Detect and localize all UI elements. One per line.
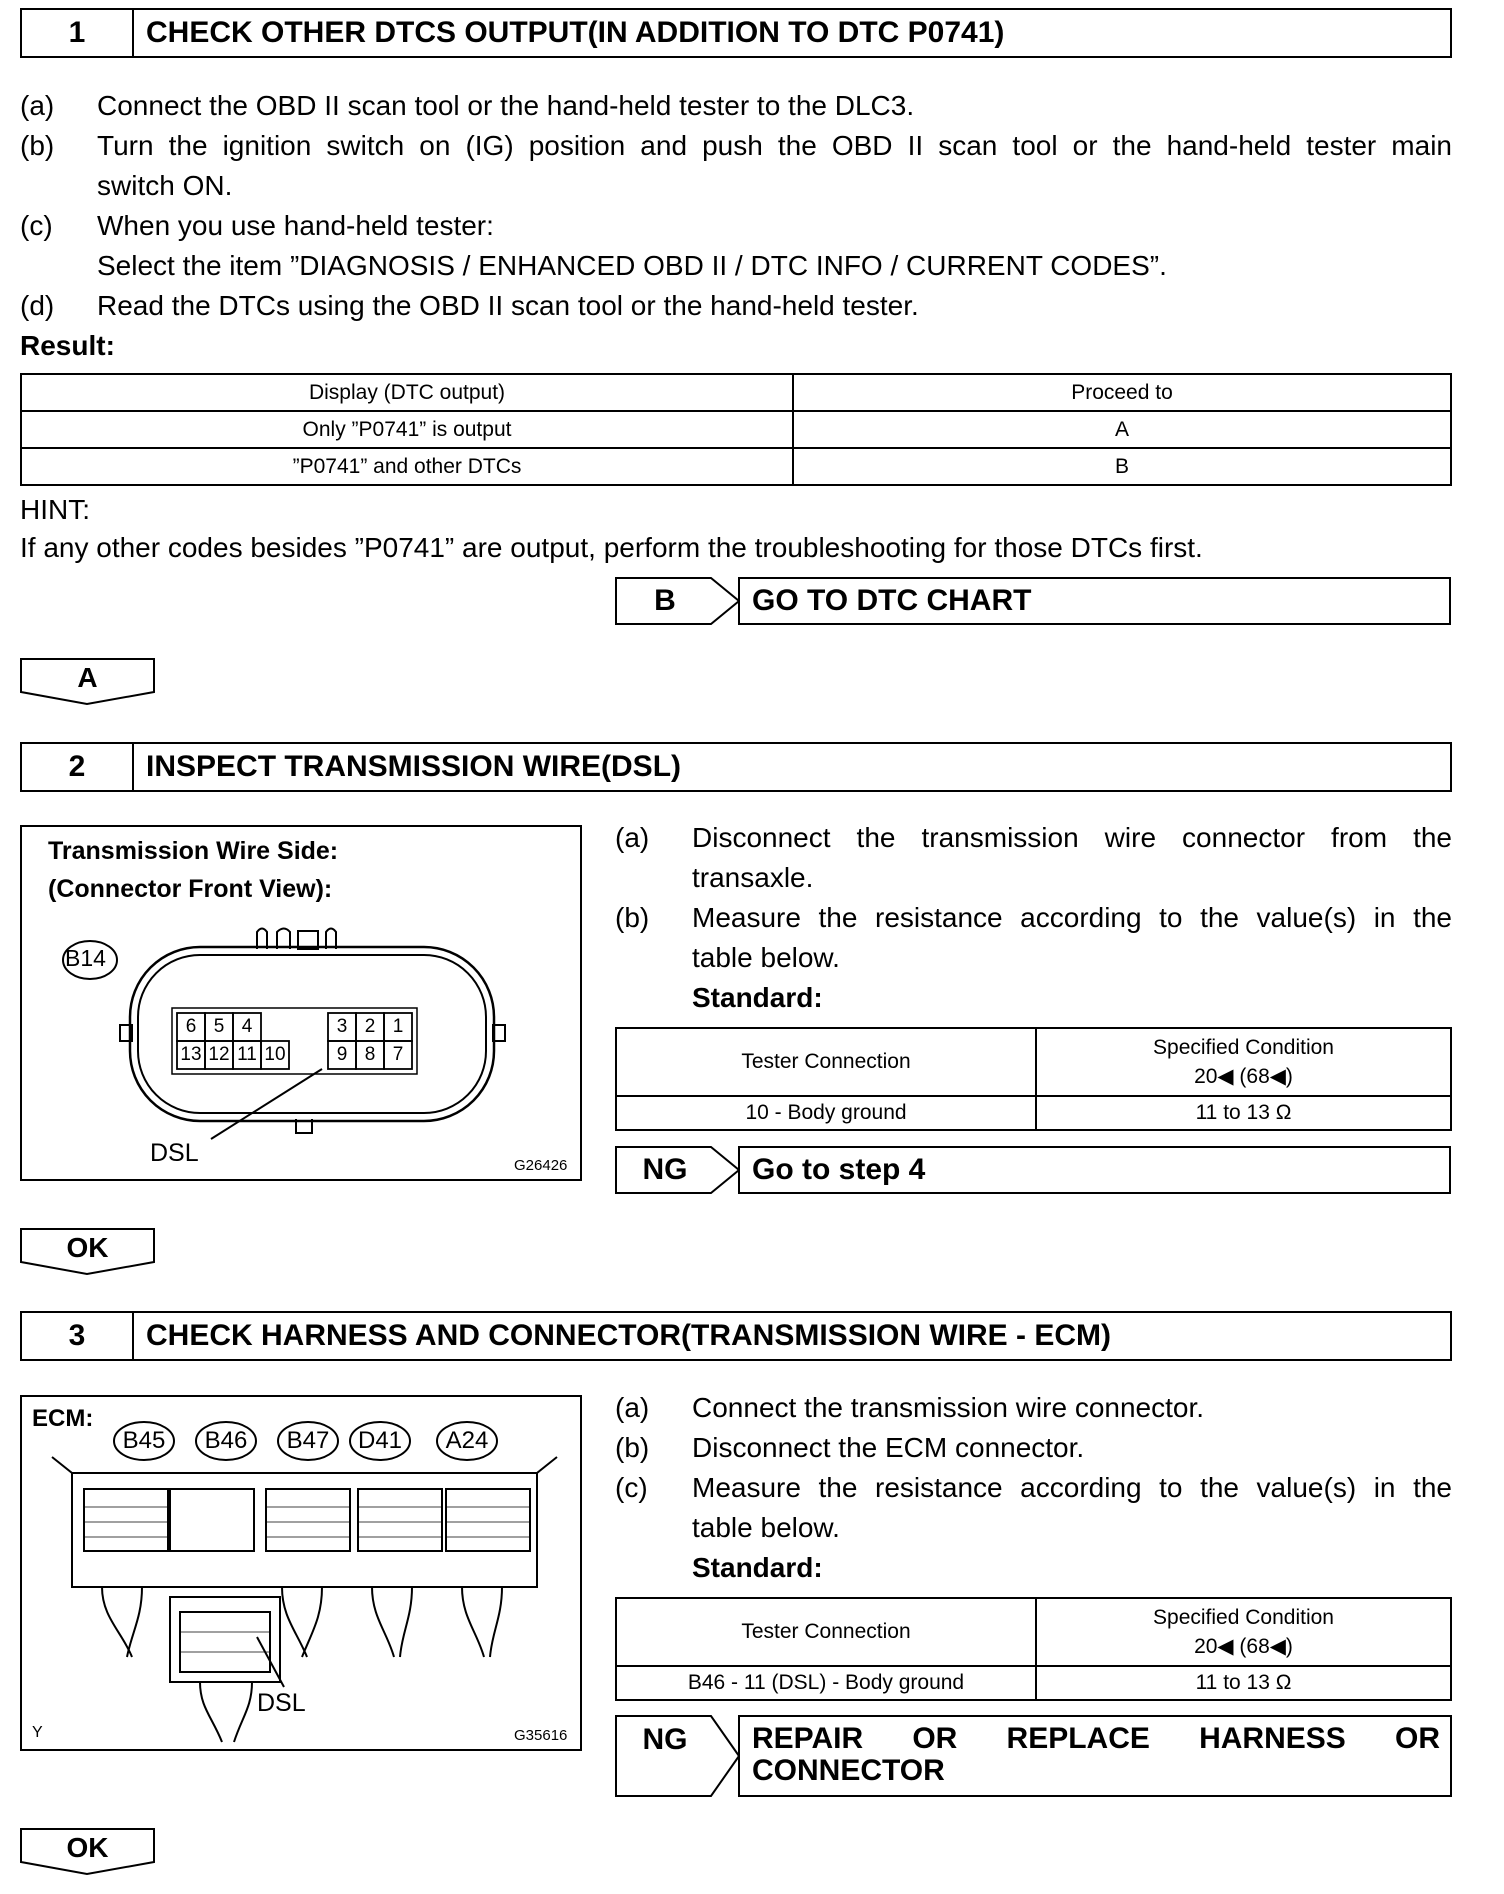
figure-title-1: Transmission Wire Side: — [48, 837, 339, 865]
step2-b-text2: table below. — [692, 942, 840, 973]
connector-drawing — [22, 827, 580, 1179]
pin-label: 13 — [180, 1044, 202, 1065]
branch-ng-code: NG — [642, 1723, 688, 1756]
pin-label: 2 — [364, 1016, 376, 1037]
branch-ng-textbox — [738, 1715, 1452, 1797]
pin-label: 11 — [237, 1044, 257, 1065]
table-header-condition — [1036, 1598, 1451, 1666]
step2-b-text: Measure the resistance according to the value(s) in the — [692, 902, 1452, 933]
result-label: Result: — [20, 330, 115, 361]
branch-b-text: GO TO DTC CHART — [738, 577, 1451, 625]
pin-label: 4 — [241, 1016, 253, 1037]
table-row — [616, 1096, 1451, 1130]
condition-temp: 20◀ (68◀) — [1194, 1064, 1293, 1088]
step1-b-text: Turn the ignition switch on (IG) position and push the OBD II scan tool or the hand-held tester main — [97, 130, 1452, 161]
branch-ng-step2[interactable] — [615, 1146, 1451, 1194]
table-row — [616, 1598, 1451, 1666]
table-row — [21, 374, 1451, 411]
step1-b-label: (b) — [20, 130, 55, 161]
branch-ng-step3[interactable] — [615, 1715, 1440, 1797]
step3-b-label: (b) — [615, 1432, 650, 1463]
step1-title: CHECK OTHER DTCS OUTPUT(IN ADDITION TO DTC P0741) — [146, 16, 1005, 49]
step3-header — [20, 1311, 1452, 1361]
ecm-title: ECM: — [32, 1405, 94, 1432]
tab-a-label: A — [77, 662, 98, 693]
connector-figure — [20, 825, 582, 1181]
step3-c-text2: table below. — [692, 1512, 840, 1543]
step1-c-label: (c) — [20, 210, 53, 241]
step3-spec-table — [615, 1597, 1452, 1701]
branch-ng-text2: CONNECTOR — [752, 1754, 945, 1787]
step1-number: 1 — [22, 10, 134, 56]
table-header-proceed: Proceed to — [793, 374, 1451, 411]
table-cell: Only ”P0741” is output — [21, 411, 793, 448]
connector-id: B47 — [286, 1427, 330, 1454]
step2-a-text: Disconnect the transmission wire connector from the — [692, 822, 1452, 853]
connector-id: D41 — [357, 1427, 403, 1454]
figure-title-2: (Connector Front View): — [48, 875, 333, 903]
table-cell: B46 - 11 (DSL) - Body ground — [616, 1666, 1036, 1700]
dsl-label: DSL — [150, 1139, 199, 1167]
branch-ng-code: NG — [642, 1153, 688, 1186]
table-cell: ”P0741” and other DTCs — [21, 448, 793, 485]
pin-label: 6 — [185, 1016, 197, 1037]
figure-code: G26426 — [514, 1157, 568, 1174]
result-table — [20, 373, 1452, 486]
connector-id: B14 — [65, 945, 106, 971]
step3-standard-label: Standard: — [692, 1552, 823, 1583]
step3-a-label: (a) — [615, 1392, 650, 1423]
branch-ng-text: REPAIR OR REPLACE HARNESS OR — [752, 1722, 1440, 1755]
pin-label: 10 — [264, 1044, 286, 1065]
connector-id: B45 — [122, 1427, 166, 1454]
connector-id: A24 — [445, 1427, 489, 1454]
table-cell: 10 - Body ground — [616, 1096, 1036, 1130]
figure-code: G35616 — [514, 1727, 568, 1744]
pin-label: 8 — [364, 1044, 376, 1065]
branch-ng-text: Go to step 4 — [738, 1146, 1451, 1194]
step1-c-text: When you use hand-held tester: — [97, 210, 494, 241]
pin-label: 12 — [208, 1044, 230, 1065]
table-row — [21, 448, 1451, 485]
branch-b-code: B — [654, 584, 676, 617]
tab-a[interactable] — [20, 658, 155, 711]
pin-label: 1 — [392, 1016, 404, 1037]
table-header-tester: Tester Connection — [616, 1598, 1036, 1666]
step1-header — [20, 8, 1452, 58]
figure-corner-label: Y — [32, 1724, 43, 1741]
table-header-condition — [1036, 1028, 1451, 1096]
step1-d-text: Read the DTCs using the OBD II scan tool or the hand-held tester. — [97, 290, 919, 321]
step2-number: 2 — [22, 744, 134, 790]
step1-a-label: (a) — [20, 90, 55, 121]
tab-ok-label: OK — [66, 1832, 109, 1863]
step1-b-text2: switch ON. — [97, 170, 233, 201]
step2-standard-label: Standard: — [692, 982, 823, 1013]
tab-ok-label: OK — [66, 1232, 109, 1263]
table-cell: 11 to 13 Ω — [1036, 1666, 1451, 1700]
step2-title: INSPECT TRANSMISSION WIRE(DSL) — [146, 750, 682, 783]
table-header-display: Display (DTC output) — [21, 374, 793, 411]
ecm-figure — [20, 1395, 582, 1751]
table-row — [21, 411, 1451, 448]
step2-header — [20, 742, 1452, 792]
condition-title: Specified Condition — [1153, 1035, 1334, 1059]
hint-label: HINT: — [20, 494, 90, 525]
pin-label: 9 — [336, 1044, 348, 1065]
table-row — [616, 1666, 1451, 1700]
step3-c-label: (c) — [615, 1472, 648, 1503]
step2-b-label: (b) — [615, 902, 650, 933]
step3-c-text: Measure the resistance according to the value(s) in the — [692, 1472, 1452, 1503]
pin-label: 7 — [392, 1044, 404, 1065]
step1-a-text: Connect the OBD II scan tool or the hand-held tester to the DLC3. — [97, 90, 915, 121]
table-header-tester: Tester Connection — [616, 1028, 1036, 1096]
step2-a-label: (a) — [615, 822, 650, 853]
tab-ok-step3[interactable] — [20, 1828, 155, 1881]
branch-b[interactable] — [615, 577, 1451, 625]
table-cell: 11 to 13 Ω — [1036, 1096, 1451, 1130]
tab-ok-step2[interactable] — [20, 1228, 155, 1281]
step2-a-text2: transaxle. — [692, 862, 814, 893]
table-row — [616, 1028, 1451, 1096]
dsl-label: DSL — [257, 1689, 306, 1717]
condition-temp: 20◀ (68◀) — [1194, 1634, 1293, 1658]
hint-text: If any other codes besides ”P0741” are output, perform the troubleshooting for those DTCs first. — [20, 532, 1203, 563]
step3-b-text: Disconnect the ECM connector. — [692, 1432, 1085, 1463]
step2-spec-table — [615, 1027, 1452, 1131]
connector-id: B46 — [204, 1427, 248, 1454]
step1-c-text2: Select the item ”DIAGNOSIS / ENHANCED OBD II / DTC INFO / CURRENT CODES”. — [97, 250, 1167, 281]
pin-label: 3 — [336, 1016, 348, 1037]
table-cell: B — [793, 448, 1451, 485]
table-cell: A — [793, 411, 1451, 448]
step3-number: 3 — [22, 1313, 134, 1359]
condition-title: Specified Condition — [1153, 1605, 1334, 1629]
pin-label: 5 — [213, 1016, 225, 1037]
step1-d-label: (d) — [20, 290, 55, 321]
step3-a-text: Connect the transmission wire connector. — [692, 1392, 1205, 1423]
step3-title: CHECK HARNESS AND CONNECTOR(TRANSMISSION WIRE - ECM) — [146, 1319, 1112, 1352]
